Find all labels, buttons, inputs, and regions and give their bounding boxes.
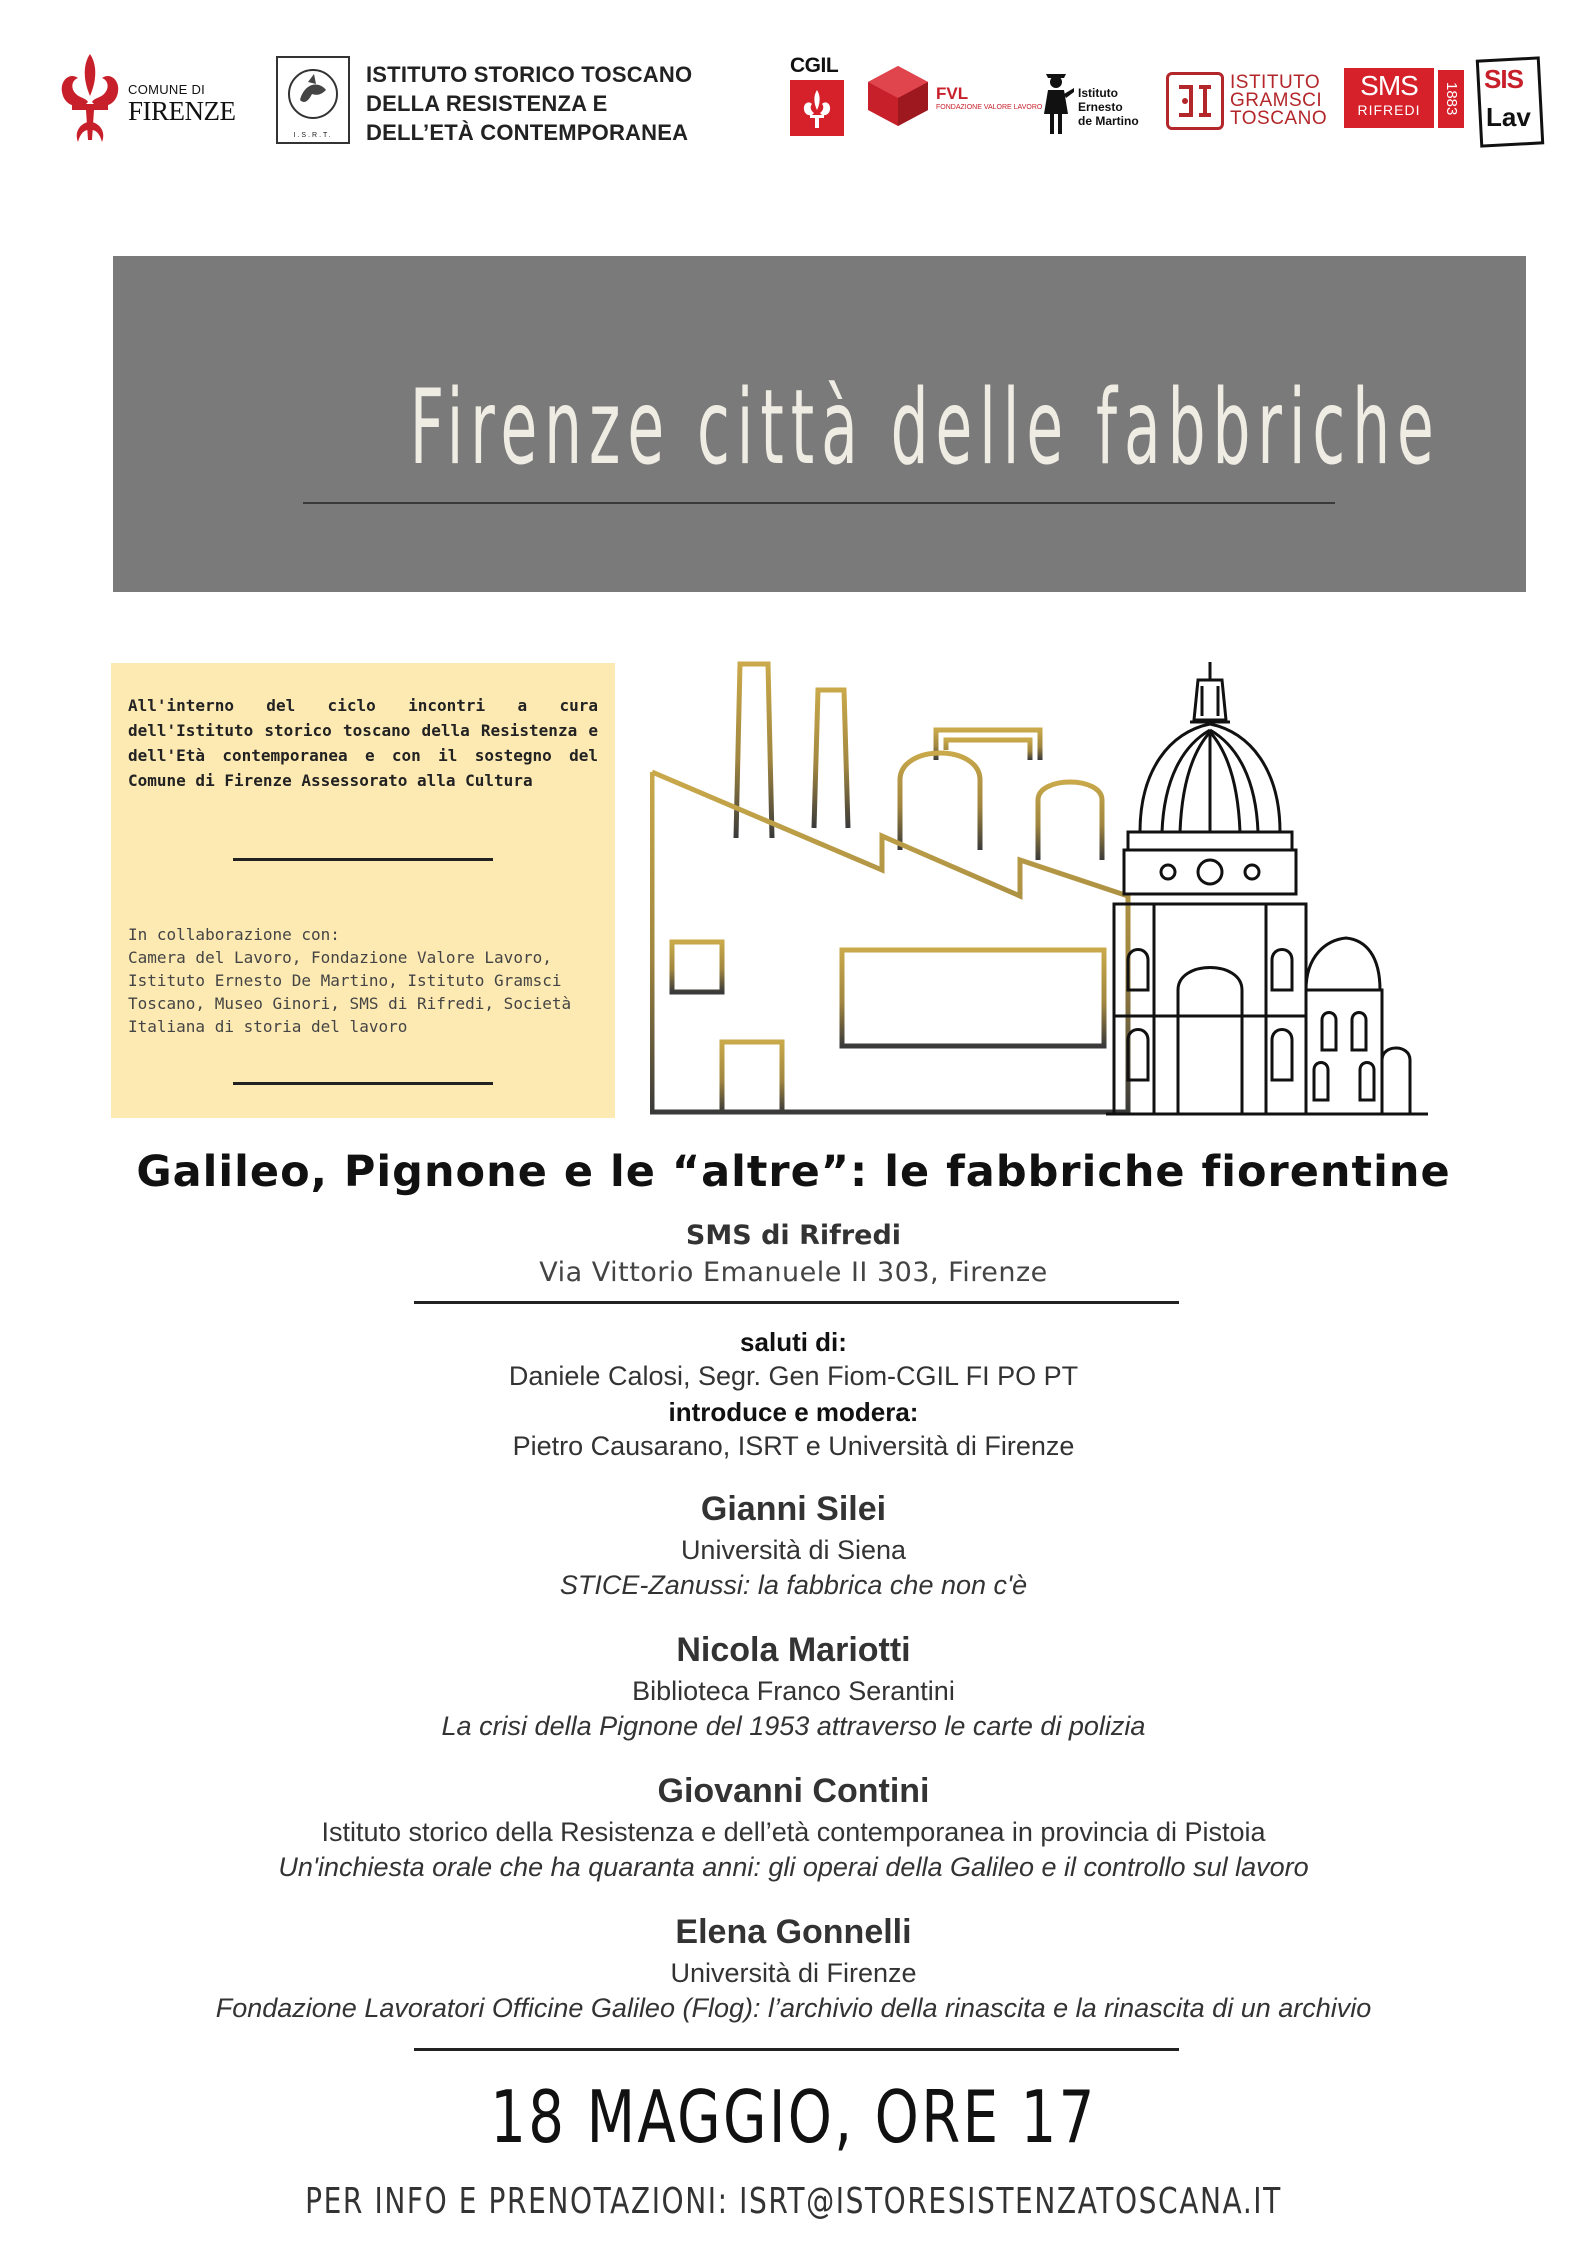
intro-text: All'interno del ciclo incontri a cura dell'Istituto storico toscano della Resistenza e dell'Età contemporanea e con il sostegno del Comune di Firenze Assessorato alla Cultura [128, 696, 598, 790]
cgil-label: CGIL [790, 54, 839, 77]
talk-title: STICE-Zanussi: la fabbrica che non c'è [559, 1570, 1028, 1600]
contact-info: PER INFO E PRENOTAZIONI: ISRT@ISTORESISTENZATOSCANA.IT [305, 2181, 1282, 2222]
comune-label: COMUNE DI [128, 82, 206, 97]
greetings-label: saluti di: [740, 1327, 847, 1357]
giglio-icon [790, 80, 844, 136]
greetings-text: Daniele Calosi, Segr. Gen Fiom-CGIL FI PO PT [508, 1361, 1079, 1391]
ernesto-line: Ernesto [1078, 100, 1123, 114]
isrt-seal [276, 56, 350, 144]
page-title: Firenze città delle fabbriche [409, 368, 1441, 488]
sms-year: 1883 [1438, 70, 1464, 128]
fvl-label: FVL [936, 84, 969, 103]
sms-rifredi-logo [1344, 68, 1468, 134]
event-date: 18 MAGGIO, ORE 17 [490, 2075, 1097, 2159]
talk-title: Fondazione Lavoratori Officine Galileo (Flog): l’archivio della rinascita e la rinascita di un archivio [215, 1993, 1372, 2023]
gramsci-mark-icon [1166, 72, 1224, 130]
factory-and-duomo-illustration [650, 660, 1438, 1122]
sms-sublabel: RIFREDI [1357, 102, 1421, 118]
gramsci-logo [1166, 72, 1336, 132]
factory-duomo-icon [650, 660, 1438, 1122]
talk-title: La crisi della Pignone del 1953 attraverso le carte di polizia [441, 1711, 1146, 1741]
comune-city: FIRENZE [128, 96, 236, 126]
ernesto-line: de Martino [1078, 114, 1139, 128]
venue-address: Via Vittorio Emanuele II 303, Firenze [539, 1257, 1048, 1288]
speaker-affiliation: Università di Firenze [670, 1958, 917, 1988]
isrt-line: DELL’ETÀ CONTEMPORANEA [366, 120, 689, 145]
title-banner [113, 256, 1526, 592]
title-underline [303, 502, 1335, 504]
speaker-affiliation: Biblioteca Franco Serantini [632, 1676, 955, 1706]
isrt-line: DELLA RESISTENZA E [366, 91, 608, 116]
speaker-name: Nicola Mariotti [676, 1631, 911, 1669]
divider [414, 2048, 1179, 2051]
speaker-name: Gianni Silei [700, 1490, 887, 1528]
venue-name: SMS di Rifredi [685, 1220, 902, 1251]
isrt-name [366, 60, 692, 147]
sislav-label-top: SIS [1484, 64, 1523, 94]
collaboration-block [128, 923, 598, 1038]
gramsci-line: TOSCANO [1230, 108, 1328, 129]
giglio-icon [56, 52, 124, 148]
sms-box [1344, 68, 1434, 128]
isrt-line: ISTITUTO STORICO TOSCANO [366, 62, 693, 87]
info-box [111, 663, 615, 1118]
ernesto-line: Istituto [1078, 86, 1118, 100]
talk-title: Un'inchiesta orale che ha quaranta anni: gli operai della Galileo e il controllo sul lavoro [278, 1852, 1309, 1882]
comune-firenze-logo [56, 52, 256, 152]
speaker-affiliation: Istituto storico della Resistenza e dell’età contemporanea in provincia di Pistoia [321, 1817, 1266, 1847]
collab-label: In collaborazione con: [128, 925, 340, 944]
ernesto-label [1078, 86, 1139, 128]
isrt-emblem-icon [278, 60, 348, 130]
gramsci-line: GRAMSCI [1230, 90, 1323, 111]
divider [233, 858, 493, 861]
gramsci-line: ISTITUTO [1230, 72, 1321, 93]
isrt-logo [276, 56, 696, 148]
speaker-affiliation: Università di Siena [680, 1535, 907, 1565]
fvl-logo [866, 66, 1043, 126]
figure-icon [1036, 70, 1076, 140]
cgil-logo [790, 56, 850, 138]
divider [414, 1301, 1179, 1304]
sislav-label-bottom: Lav [1486, 102, 1531, 132]
fvl-subtitle: FONDAZIONE VALORE LAVORO [936, 104, 1043, 111]
cgil-red-box [790, 80, 844, 136]
ernesto-de-martino-logo [1036, 70, 1156, 140]
collab-text: Camera del Lavoro, Fondazione Valore Lavoro, Istituto Ernesto De Martino, Istituto Gramsci Toscano, Museo Ginori, SMS di Rifredi, Società Italiana di storia del lavoro [128, 948, 572, 1036]
moderator-text: Pietro Causarano, ISRT e Università di Firenze [512, 1431, 1075, 1461]
moderator-label: introduce e modera: [668, 1397, 919, 1427]
speaker-name: Giovanni Contini [657, 1772, 930, 1810]
fvl-cube-icon [866, 64, 930, 128]
isrt-seal-text: I.S.R.T. [293, 132, 333, 139]
divider [233, 1082, 493, 1085]
partner-logos [790, 56, 1550, 156]
sms-label: SMS [1360, 70, 1418, 101]
speaker-name: Elena Gonnelli [675, 1913, 912, 1951]
event-title: Galileo, Pignone e le “altre”: le fabbriche fiorentine [136, 1147, 1451, 1197]
sislav-logo [1478, 58, 1548, 148]
gramsci-label [1230, 74, 1327, 128]
